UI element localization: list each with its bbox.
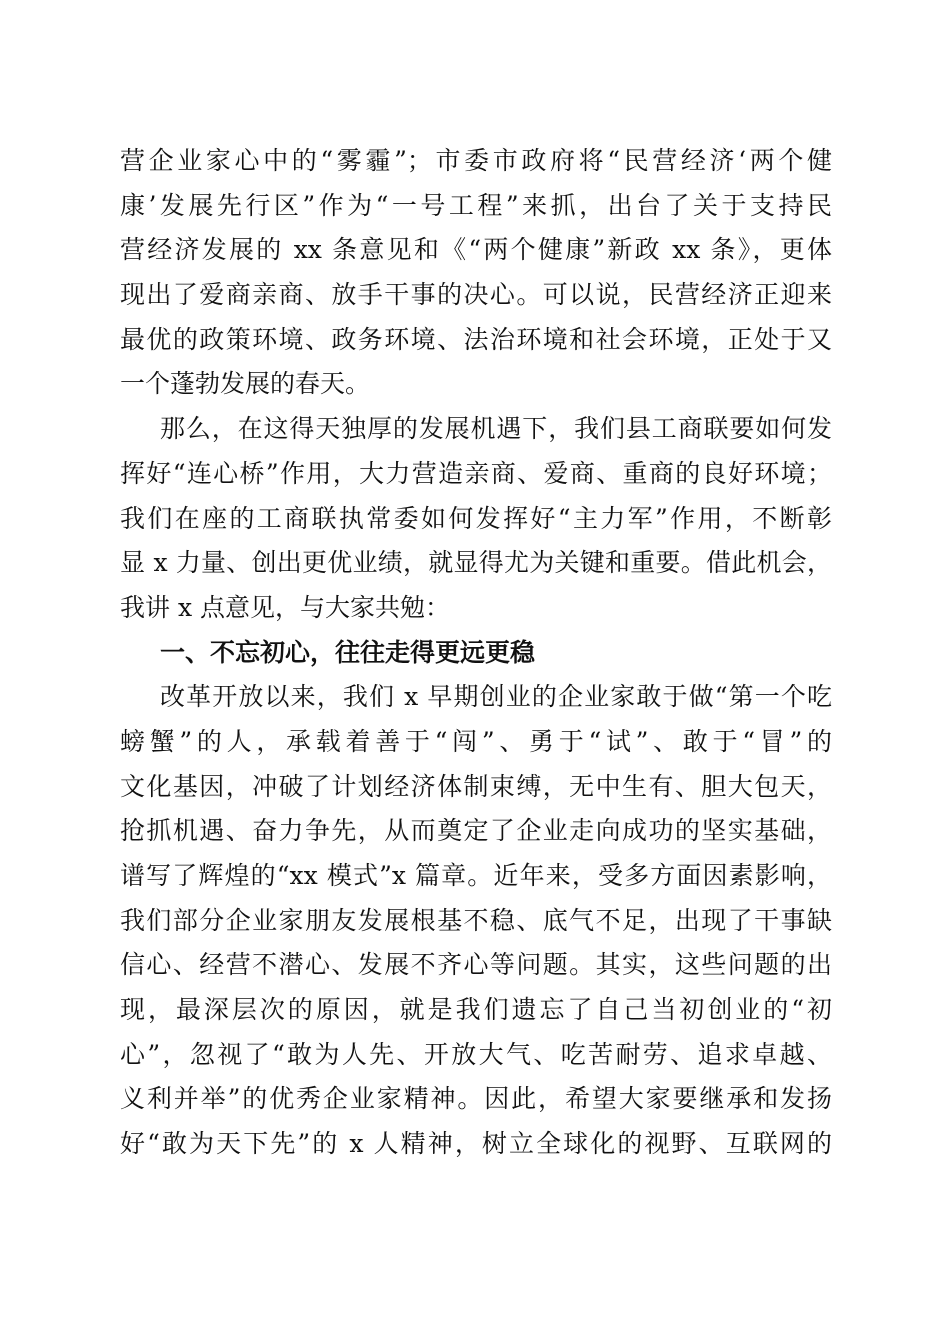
paragraph-line: 好“敢为天下先”的 x 人精神，树立全球化的视野、互联网的 bbox=[120, 1129, 832, 1159]
paragraph-line: 现出了爱商亲商、放手干事的决心。可以说，民营经济正迎来 bbox=[120, 280, 832, 310]
paragraph-line: 信心、经营不潜心、发展不齐心等问题。其实，这些问题的出 bbox=[120, 950, 832, 980]
section-heading: 一、不忘初心，往往走得更远更稳 bbox=[160, 637, 536, 667]
paragraph-line: 我们部分企业家朋友发展根基不稳、底气不足，出现了干事缺 bbox=[120, 905, 832, 935]
paragraph-line: 挥好“连心桥”作用，大力营造亲商、爱商、重商的良好环境； bbox=[120, 458, 832, 488]
paragraph-line: 我们在座的工商联执常委如何发挥好“主力军”作用，不断彰 bbox=[120, 503, 832, 533]
paragraph-line: 螃蟹”的人，承载着善于“闯”、勇于“试”、敢于“冒”的 bbox=[120, 726, 832, 756]
paragraph-line: 康’发展先行区”作为“一号工程”来抓，出台了关于支持民 bbox=[120, 190, 832, 220]
paragraph-line: 心”，忽视了“敢为人先、开放大气、吃苦耐劳、追求卓越、 bbox=[120, 1039, 832, 1069]
paragraph-line: 现，最深层次的原因，就是我们遗忘了自己当初创业的“初 bbox=[120, 995, 832, 1025]
paragraph-line: 义利并举”的优秀企业家精神。因此，希望大家要继承和发扬 bbox=[120, 1084, 832, 1114]
paragraph-line: 最优的政策环境、政务环境、法治环境和社会环境，正处于又 bbox=[120, 324, 832, 354]
paragraph-line: 文化基因，冲破了计划经济体制束缚，无中生有、胆大包天， bbox=[120, 771, 832, 801]
paragraph-line: 营经济发展的 xx 条意见和《“两个健康”新政 xx 条》，更体 bbox=[120, 235, 832, 265]
paragraph-line: 抢抓机遇、奋力争先，从而奠定了企业走向成功的坚实基础， bbox=[120, 816, 832, 846]
paragraph-2 bbox=[120, 407, 832, 630]
paragraph-1 bbox=[120, 139, 832, 407]
paragraph-line: 营企业家心中的“雾霾”；市委市政府将“民营经济‘两个健 bbox=[120, 146, 832, 175]
paragraph-3 bbox=[120, 675, 832, 1167]
paragraph-line: 改革开放以来，我们 x 早期创业的企业家敢于做“第一个吃 bbox=[160, 682, 832, 712]
document-body bbox=[120, 139, 832, 1167]
paragraph-line: 谱写了辉煌的“xx 模式”x 篇章。近年来，受多方面因素影响， bbox=[120, 861, 832, 890]
paragraph-line: 那么，在这得天独厚的发展机遇下，我们县工商联要如何发 bbox=[160, 414, 832, 444]
paragraph-line: 我讲 x 点意见，与大家共勉： bbox=[120, 592, 450, 622]
paragraph-line: 一个蓬勃发展的春天。 bbox=[120, 369, 371, 399]
paragraph-line: 显 x 力量、创出更优业绩，就显得尤为关键和重要。借此机会， bbox=[120, 548, 832, 578]
